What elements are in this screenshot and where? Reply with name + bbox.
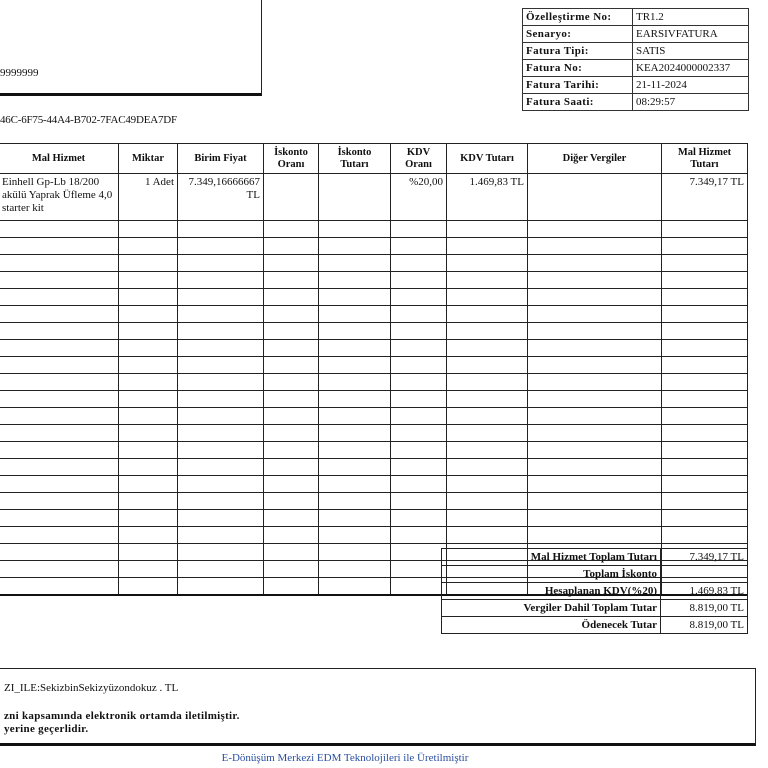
- empty-cell: [178, 289, 264, 306]
- empty-table-row: [0, 442, 748, 459]
- empty-cell: [447, 357, 528, 374]
- col-birim-fiyat: Birim Fiyat: [178, 144, 264, 174]
- empty-cell: [447, 527, 528, 544]
- empty-cell: [264, 459, 319, 476]
- empty-cell: [264, 561, 319, 578]
- note-line: yerine geçerlidir.: [4, 723, 89, 735]
- empty-cell: [264, 476, 319, 493]
- empty-table-row: [0, 289, 748, 306]
- info-value: 21-11-2024: [633, 77, 749, 94]
- empty-cell: [528, 408, 662, 425]
- empty-cell: [0, 221, 119, 238]
- empty-cell: [447, 408, 528, 425]
- totals-value: 1.469,83 TL: [661, 583, 748, 600]
- info-row: [523, 9, 749, 26]
- empty-table-row: [0, 255, 748, 272]
- empty-cell: [119, 374, 178, 391]
- info-row: [523, 60, 749, 77]
- empty-cell: [319, 408, 391, 425]
- empty-cell: [447, 493, 528, 510]
- empty-cell: [119, 476, 178, 493]
- empty-cell: [178, 238, 264, 255]
- empty-cell: [391, 544, 447, 561]
- totals-row: [442, 583, 748, 600]
- empty-cell: [119, 255, 178, 272]
- empty-table-row: [0, 238, 748, 255]
- empty-cell: [447, 459, 528, 476]
- empty-cell: [319, 544, 391, 561]
- empty-cell: [178, 340, 264, 357]
- empty-cell: [447, 221, 528, 238]
- empty-cell: [528, 255, 662, 272]
- empty-cell: [178, 578, 264, 596]
- empty-cell: [391, 323, 447, 340]
- info-row: [523, 43, 749, 60]
- empty-cell: [528, 425, 662, 442]
- totals-label: Ödenecek Tutar: [442, 617, 661, 634]
- empty-cell: [528, 323, 662, 340]
- empty-cell: [447, 340, 528, 357]
- empty-cell: [528, 272, 662, 289]
- empty-cell: [119, 578, 178, 596]
- empty-cell: [0, 323, 119, 340]
- empty-cell: [662, 425, 748, 442]
- empty-cell: [264, 289, 319, 306]
- empty-cell: [264, 578, 319, 596]
- invoice-info-table: [522, 8, 749, 111]
- empty-cell: [178, 306, 264, 323]
- empty-cell: [178, 357, 264, 374]
- col-kdv-tutari: KDV Tutarı: [447, 144, 528, 174]
- item-vat-rate: %20,00: [391, 174, 447, 221]
- empty-cell: [391, 408, 447, 425]
- empty-cell: [0, 544, 119, 561]
- empty-cell: [391, 306, 447, 323]
- empty-cell: [528, 510, 662, 527]
- empty-cell: [391, 476, 447, 493]
- empty-cell: [319, 357, 391, 374]
- col-diger-vergiler: Diğer Vergiler: [528, 144, 662, 174]
- col-miktar: Miktar: [119, 144, 178, 174]
- empty-cell: [0, 340, 119, 357]
- empty-cell: [319, 510, 391, 527]
- empty-cell: [119, 408, 178, 425]
- empty-cell: [447, 510, 528, 527]
- empty-table-row: [0, 306, 748, 323]
- totals-label: Mal Hizmet Toplam Tutarı: [442, 549, 661, 566]
- items-table: [0, 143, 748, 596]
- empty-cell: [447, 391, 528, 408]
- empty-cell: [662, 391, 748, 408]
- empty-cell: [319, 221, 391, 238]
- empty-cell: [447, 272, 528, 289]
- empty-cell: [662, 357, 748, 374]
- totals-label: Toplam İskonto: [442, 566, 661, 583]
- empty-cell: [119, 544, 178, 561]
- empty-cell: [0, 561, 119, 578]
- empty-cell: [0, 408, 119, 425]
- info-label: Fatura Tarihi:: [523, 77, 633, 94]
- empty-cell: [264, 391, 319, 408]
- empty-cell: [264, 357, 319, 374]
- info-label: Senaryo:: [523, 26, 633, 43]
- empty-cell: [447, 425, 528, 442]
- empty-cell: [391, 459, 447, 476]
- empty-cell: [119, 493, 178, 510]
- empty-cell: [391, 289, 447, 306]
- empty-cell: [178, 442, 264, 459]
- empty-cell: [528, 459, 662, 476]
- empty-table-row: [0, 510, 748, 527]
- totals-row: [442, 566, 748, 583]
- empty-cell: [528, 391, 662, 408]
- empty-cell: [0, 238, 119, 255]
- empty-cell: [319, 493, 391, 510]
- amount-in-words: ZI_ILE:SekizbinSekizyüzondokuz . TL: [4, 682, 179, 694]
- empty-cell: [119, 425, 178, 442]
- item-description: Einhell Gp-Lb 18/200 akülü Yaprak Üfleme 4,0 starter kit: [0, 174, 119, 221]
- empty-cell: [662, 323, 748, 340]
- notes-box: [0, 668, 756, 746]
- totals-value: 8.819,00 TL: [661, 600, 748, 617]
- empty-cell: [264, 221, 319, 238]
- empty-cell: [264, 425, 319, 442]
- empty-cell: [391, 561, 447, 578]
- empty-cell: [264, 442, 319, 459]
- empty-cell: [264, 544, 319, 561]
- empty-cell: [447, 289, 528, 306]
- empty-cell: [391, 493, 447, 510]
- empty-cell: [447, 238, 528, 255]
- empty-cell: [662, 408, 748, 425]
- empty-cell: [0, 459, 119, 476]
- empty-cell: [178, 493, 264, 510]
- empty-cell: [528, 238, 662, 255]
- empty-cell: [119, 289, 178, 306]
- empty-cell: [178, 323, 264, 340]
- items-header-row: [0, 144, 748, 174]
- empty-table-row: [0, 323, 748, 340]
- empty-cell: [178, 391, 264, 408]
- empty-cell: [264, 255, 319, 272]
- empty-cell: [319, 272, 391, 289]
- empty-cell: [391, 340, 447, 357]
- empty-cell: [178, 459, 264, 476]
- info-value: TR1.2: [633, 9, 749, 26]
- empty-cell: [528, 527, 662, 544]
- empty-cell: [319, 374, 391, 391]
- empty-table-row: [0, 527, 748, 544]
- empty-cell: [178, 272, 264, 289]
- col-kdv-orani: KDV Oranı: [391, 144, 447, 174]
- empty-cell: [0, 510, 119, 527]
- empty-table-row: [0, 391, 748, 408]
- empty-cell: [391, 391, 447, 408]
- empty-cell: [119, 442, 178, 459]
- empty-cell: [662, 272, 748, 289]
- empty-cell: [319, 459, 391, 476]
- empty-cell: [178, 425, 264, 442]
- empty-cell: [0, 493, 119, 510]
- empty-table-row: [0, 272, 748, 289]
- empty-cell: [319, 340, 391, 357]
- empty-cell: [319, 238, 391, 255]
- totals-value: [661, 566, 748, 583]
- empty-cell: [0, 442, 119, 459]
- totals-label: Vergiler Dahil Toplam Tutar: [442, 600, 661, 617]
- empty-cell: [119, 272, 178, 289]
- info-label: Fatura No:: [523, 60, 633, 77]
- empty-cell: [662, 221, 748, 238]
- empty-cell: [319, 425, 391, 442]
- empty-cell: [178, 510, 264, 527]
- empty-cell: [528, 374, 662, 391]
- empty-cell: [662, 459, 748, 476]
- info-label: Özelleştirme No:: [523, 9, 633, 26]
- empty-cell: [119, 527, 178, 544]
- empty-table-row: [0, 374, 748, 391]
- empty-cell: [0, 306, 119, 323]
- empty-cell: [391, 442, 447, 459]
- info-label: Fatura Tipi:: [523, 43, 633, 60]
- empty-cell: [662, 374, 748, 391]
- empty-cell: [0, 391, 119, 408]
- empty-cell: [264, 272, 319, 289]
- empty-cell: [0, 476, 119, 493]
- empty-cell: [264, 323, 319, 340]
- empty-cell: [178, 527, 264, 544]
- empty-cell: [528, 476, 662, 493]
- empty-cell: [0, 374, 119, 391]
- empty-cell: [0, 255, 119, 272]
- empty-cell: [119, 340, 178, 357]
- item-other-taxes: [528, 174, 662, 221]
- empty-cell: [178, 255, 264, 272]
- empty-cell: [264, 340, 319, 357]
- empty-cell: [119, 323, 178, 340]
- empty-cell: [447, 374, 528, 391]
- item-discount-rate: [264, 174, 319, 221]
- note-line: zni kapsamında elektronik ortamda iletilmiştir.: [4, 710, 240, 722]
- empty-table-row: [0, 425, 748, 442]
- empty-cell: [319, 578, 391, 596]
- empty-cell: [0, 578, 119, 596]
- empty-cell: [178, 408, 264, 425]
- empty-cell: [662, 255, 748, 272]
- empty-cell: [528, 357, 662, 374]
- empty-cell: [0, 357, 119, 374]
- totals-row: [442, 549, 748, 566]
- col-mal-hizmet: Mal Hizmet: [0, 144, 119, 174]
- empty-cell: [0, 289, 119, 306]
- totals-row: [442, 600, 748, 617]
- info-row: [523, 77, 749, 94]
- empty-cell: [264, 408, 319, 425]
- empty-cell: [119, 510, 178, 527]
- totals-row: [442, 617, 748, 634]
- item-unit-price: 7.349,16666667 TL: [178, 174, 264, 221]
- empty-cell: [319, 391, 391, 408]
- empty-cell: [391, 255, 447, 272]
- empty-cell: [178, 544, 264, 561]
- info-value: 08:29:57: [633, 94, 749, 111]
- info-label: Fatura Saati:: [523, 94, 633, 111]
- empty-cell: [391, 357, 447, 374]
- empty-cell: [264, 306, 319, 323]
- empty-cell: [264, 374, 319, 391]
- empty-table-row: [0, 476, 748, 493]
- empty-cell: [662, 442, 748, 459]
- empty-table-row: [0, 221, 748, 238]
- empty-cell: [528, 442, 662, 459]
- footer-text: E-Dönüşüm Merkezi EDM Teknolojileri ile Üretilmiştir: [221, 752, 469, 764]
- empty-cell: [319, 561, 391, 578]
- empty-cell: [447, 476, 528, 493]
- item-vat-amount: 1.469,83 TL: [447, 174, 528, 221]
- item-total: 7.349,17 TL: [662, 174, 748, 221]
- empty-cell: [319, 442, 391, 459]
- empty-cell: [119, 357, 178, 374]
- empty-cell: [0, 527, 119, 544]
- empty-cell: [178, 561, 264, 578]
- empty-table-row: [0, 493, 748, 510]
- table-row: [0, 174, 748, 221]
- empty-cell: [662, 476, 748, 493]
- empty-cell: [391, 578, 447, 596]
- empty-cell: [264, 510, 319, 527]
- empty-cell: [447, 255, 528, 272]
- empty-cell: [391, 221, 447, 238]
- sender-info-box: [0, 0, 262, 96]
- item-discount-amount: [319, 174, 391, 221]
- empty-cell: [528, 340, 662, 357]
- ettn-value: 46C-6F75-44A4-B702-7FAC49DEA7DF: [0, 114, 177, 126]
- empty-cell: [662, 289, 748, 306]
- empty-cell: [662, 340, 748, 357]
- empty-cell: [0, 272, 119, 289]
- info-value: SATIS: [633, 43, 749, 60]
- empty-cell: [264, 527, 319, 544]
- empty-cell: [391, 238, 447, 255]
- info-row: [523, 26, 749, 43]
- empty-cell: [319, 476, 391, 493]
- empty-cell: [391, 374, 447, 391]
- empty-table-row: [0, 408, 748, 425]
- col-iskonto-orani: İskonto Oranı: [264, 144, 319, 174]
- empty-cell: [319, 289, 391, 306]
- empty-cell: [447, 306, 528, 323]
- info-value: KEA2024000002337: [633, 60, 749, 77]
- empty-cell: [119, 306, 178, 323]
- item-quantity: 1 Adet: [119, 174, 178, 221]
- empty-cell: [447, 323, 528, 340]
- col-iskonto-tutari: İskonto Tutarı: [319, 144, 391, 174]
- empty-cell: [119, 221, 178, 238]
- empty-table-row: [0, 357, 748, 374]
- empty-table-row: [0, 340, 748, 357]
- empty-cell: [528, 221, 662, 238]
- empty-cell: [319, 527, 391, 544]
- empty-cell: [264, 493, 319, 510]
- empty-cell: [528, 493, 662, 510]
- empty-cell: [391, 527, 447, 544]
- empty-cell: [119, 391, 178, 408]
- empty-cell: [119, 459, 178, 476]
- empty-cell: [528, 306, 662, 323]
- info-value: EARSIVFATURA: [633, 26, 749, 43]
- totals-table: [441, 548, 748, 634]
- empty-cell: [264, 238, 319, 255]
- empty-cell: [447, 442, 528, 459]
- empty-cell: [178, 221, 264, 238]
- empty-cell: [391, 425, 447, 442]
- totals-value: 8.819,00 TL: [661, 617, 748, 634]
- empty-cell: [662, 238, 748, 255]
- empty-table-row: [0, 459, 748, 476]
- empty-cell: [319, 306, 391, 323]
- empty-cell: [662, 306, 748, 323]
- empty-cell: [0, 425, 119, 442]
- info-row: [523, 94, 749, 111]
- empty-cell: [391, 510, 447, 527]
- empty-cell: [662, 493, 748, 510]
- empty-cell: [662, 510, 748, 527]
- empty-cell: [391, 272, 447, 289]
- empty-cell: [178, 476, 264, 493]
- empty-cell: [119, 561, 178, 578]
- empty-cell: [178, 374, 264, 391]
- empty-cell: [319, 323, 391, 340]
- totals-label: Hesaplanan KDV(%20): [442, 583, 661, 600]
- empty-cell: [319, 255, 391, 272]
- totals-value: 7.349,17 TL: [661, 549, 748, 566]
- empty-cell: [528, 289, 662, 306]
- empty-cell: [662, 527, 748, 544]
- empty-cell: [119, 238, 178, 255]
- col-mal-hizmet-tutari: Mal Hizmet Tutarı: [662, 144, 748, 174]
- sender-phone: 9999999: [0, 67, 39, 79]
